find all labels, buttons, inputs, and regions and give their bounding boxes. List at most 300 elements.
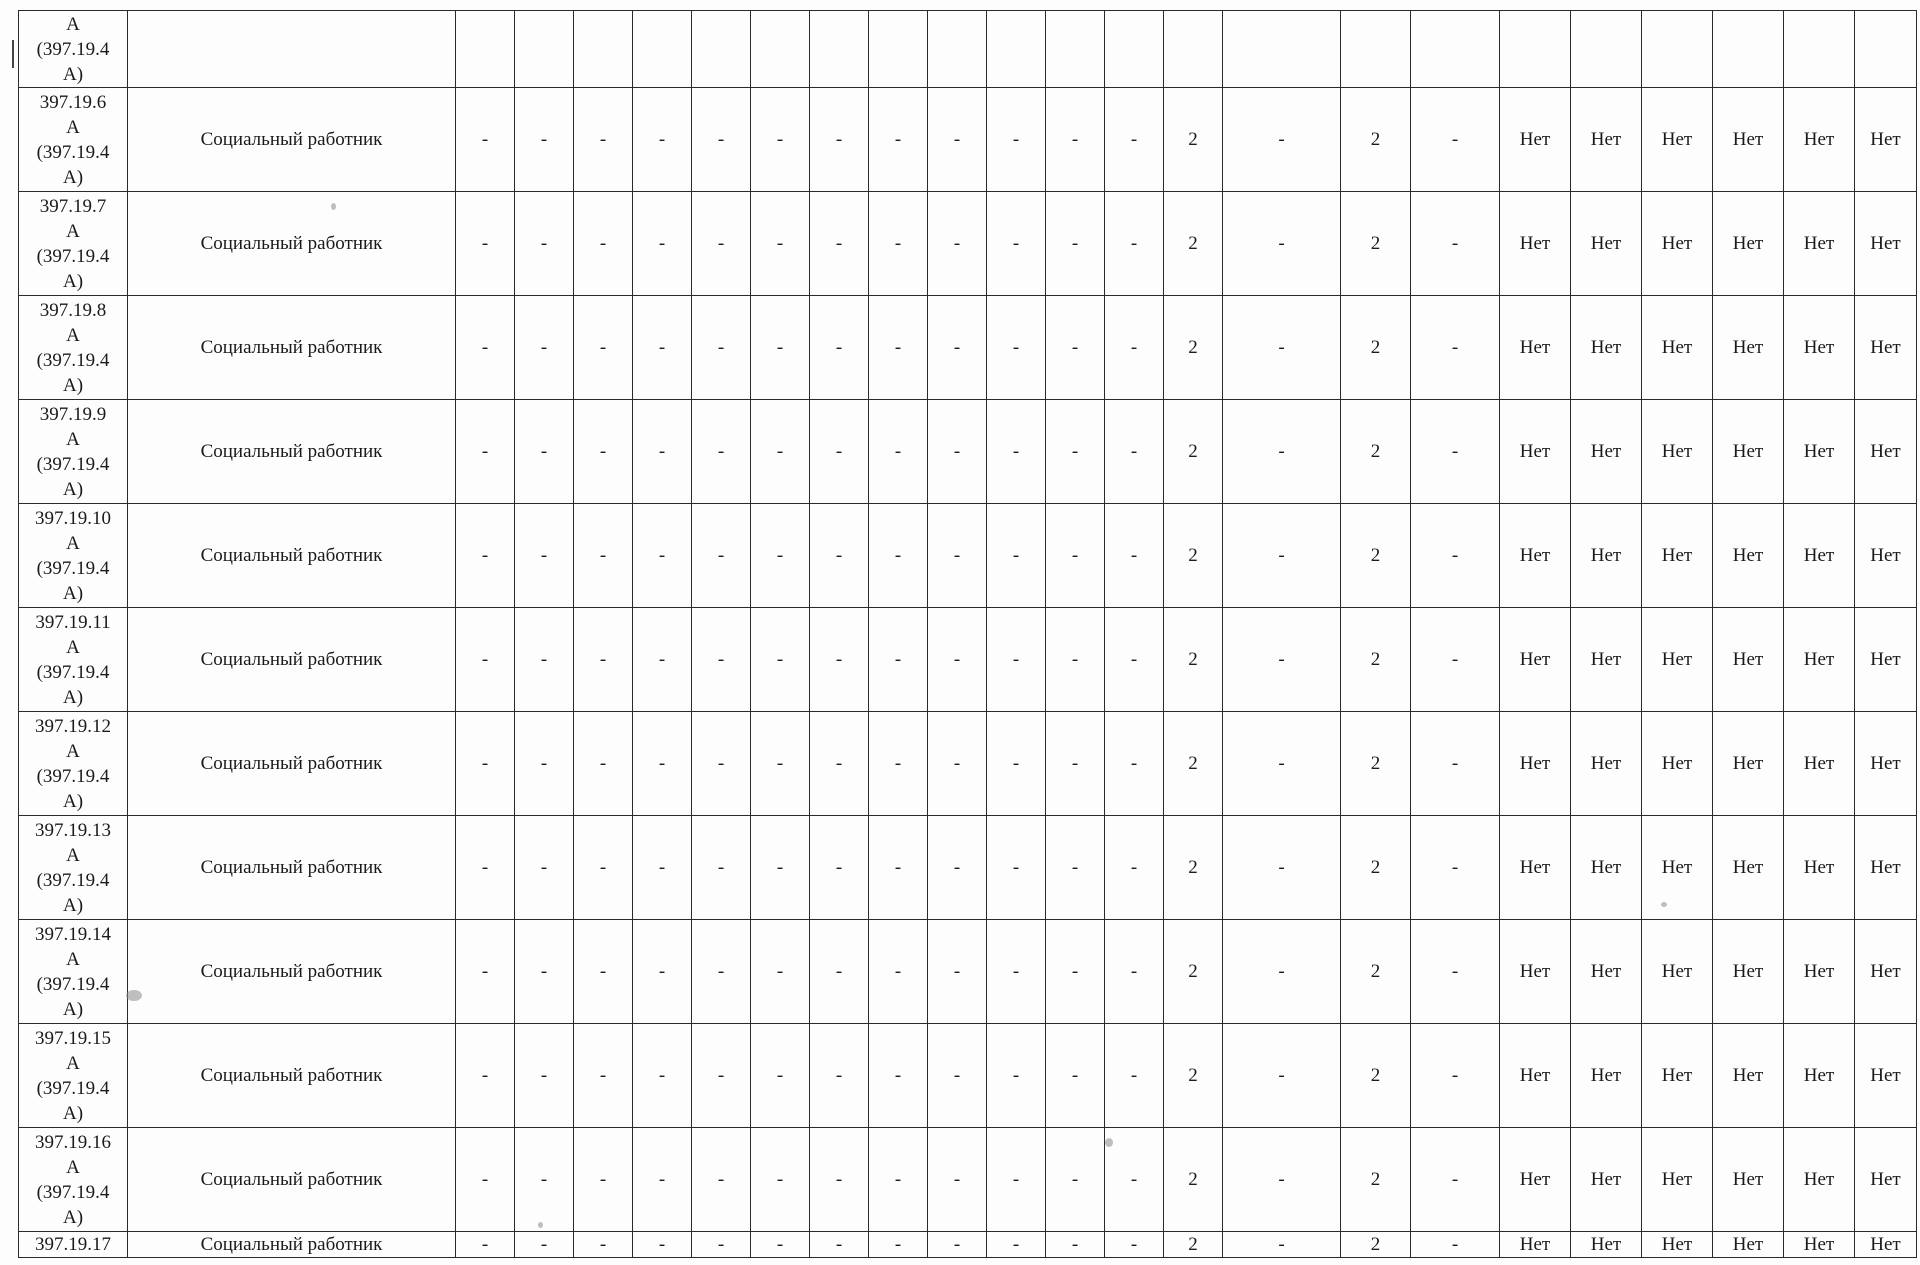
table-row (19, 920, 1917, 1024)
dash-b-cell: - (1411, 712, 1500, 816)
dash-b-cell: - (1411, 816, 1500, 920)
code-line: А (66, 220, 80, 242)
code-line: 397.19.15 (35, 1027, 111, 1049)
dash-a-cell: - (1223, 88, 1341, 192)
empty-cell (1855, 11, 1917, 88)
code-line: А (66, 740, 80, 762)
code-cell (19, 400, 128, 504)
empty-cell (1223, 11, 1341, 88)
code-line: А) (62, 790, 84, 812)
dash-cell: - (987, 1128, 1046, 1232)
dash-a-cell: - (1223, 712, 1341, 816)
dash-cell: - (633, 88, 692, 192)
code-cell (19, 1232, 128, 1258)
value-b-cell: 2 (1341, 1128, 1411, 1232)
table-row (19, 296, 1917, 400)
dash-cell: - (515, 1232, 574, 1258)
dash-cell: - (1105, 1024, 1164, 1128)
role-cell: Социальный работник (128, 192, 456, 296)
dash-cell: - (456, 1232, 515, 1258)
empty-cell (633, 11, 692, 88)
dash-cell: - (928, 88, 987, 192)
code-line: (397.19.4 (36, 1181, 110, 1203)
dash-a-cell: - (1223, 400, 1341, 504)
code-cell (19, 504, 128, 608)
code-line: А) (62, 582, 84, 604)
dash-cell: - (928, 504, 987, 608)
flag-cell: Нет (1571, 192, 1642, 296)
flag-cell: Нет (1713, 608, 1784, 712)
dash-cell: - (515, 504, 574, 608)
empty-cell (987, 11, 1046, 88)
flag-cell: Нет (1713, 1232, 1784, 1258)
flag-cell: Нет (1500, 1024, 1571, 1128)
dash-a-cell: - (1223, 608, 1341, 712)
empty-cell (1571, 11, 1642, 88)
empty-cell (692, 11, 751, 88)
flag-cell: Нет (1855, 1232, 1917, 1258)
dash-cell: - (928, 816, 987, 920)
dash-cell: - (810, 400, 869, 504)
empty-cell (515, 11, 574, 88)
dash-cell: - (692, 400, 751, 504)
code-cell (19, 11, 128, 88)
dash-cell: - (1046, 608, 1105, 712)
dash-cell: - (633, 608, 692, 712)
sout-results-table (18, 10, 1917, 1258)
dash-cell: - (456, 504, 515, 608)
value-b-cell: 2 (1341, 712, 1411, 816)
value-b-cell: 2 (1341, 400, 1411, 504)
dash-cell: - (987, 1024, 1046, 1128)
dash-cell: - (987, 192, 1046, 296)
code-line: (397.19.4 (36, 1077, 110, 1099)
dash-cell: - (515, 1128, 574, 1232)
flag-cell: Нет (1500, 816, 1571, 920)
dash-cell: - (751, 816, 810, 920)
dash-cell: - (810, 712, 869, 816)
flag-cell: Нет (1571, 504, 1642, 608)
table-row (19, 400, 1917, 504)
dash-cell: - (1105, 400, 1164, 504)
dash-cell: - (810, 1128, 869, 1232)
table-row (19, 192, 1917, 296)
flag-cell: Нет (1642, 1128, 1713, 1232)
dash-cell: - (456, 296, 515, 400)
empty-cell (574, 11, 633, 88)
empty-cell (869, 11, 928, 88)
dash-cell: - (574, 192, 633, 296)
dash-cell: - (692, 816, 751, 920)
dash-cell: - (515, 712, 574, 816)
scan-smudge (1661, 902, 1667, 907)
dash-cell: - (751, 608, 810, 712)
flag-cell: Нет (1642, 88, 1713, 192)
value-a-cell: 2 (1164, 712, 1223, 816)
flag-cell: Нет (1855, 296, 1917, 400)
dash-cell: - (633, 1232, 692, 1258)
dash-cell: - (869, 608, 928, 712)
flag-cell: Нет (1571, 296, 1642, 400)
value-a-cell: 2 (1164, 400, 1223, 504)
dash-b-cell: - (1411, 1128, 1500, 1232)
dash-cell: - (515, 296, 574, 400)
scan-smudge (331, 203, 336, 210)
flag-cell: Нет (1855, 1024, 1917, 1128)
dash-cell: - (1046, 1232, 1105, 1258)
flag-cell: Нет (1784, 816, 1855, 920)
code-cell (19, 296, 128, 400)
flag-cell: Нет (1713, 1024, 1784, 1128)
value-a-cell: 2 (1164, 1024, 1223, 1128)
flag-cell: Нет (1784, 400, 1855, 504)
flag-cell: Нет (1500, 1232, 1571, 1258)
flag-cell: Нет (1571, 1232, 1642, 1258)
flag-cell: Нет (1713, 920, 1784, 1024)
value-b-cell: 2 (1341, 296, 1411, 400)
code-line: (397.19.4 (36, 557, 110, 579)
dash-b-cell: - (1411, 504, 1500, 608)
dash-a-cell: - (1223, 296, 1341, 400)
dash-cell: - (869, 1232, 928, 1258)
code-line: (397.19.4 (36, 141, 110, 163)
dash-cell: - (456, 88, 515, 192)
dash-a-cell: - (1223, 1024, 1341, 1128)
dash-cell: - (1046, 920, 1105, 1024)
value-b-cell: 2 (1341, 192, 1411, 296)
dash-cell: - (1105, 88, 1164, 192)
flag-cell: Нет (1500, 712, 1571, 816)
dash-a-cell: - (1223, 1128, 1341, 1232)
empty-cell (1164, 11, 1223, 88)
empty-cell (1046, 11, 1105, 88)
dash-cell: - (692, 192, 751, 296)
code-line: А) (62, 686, 84, 708)
code-line: А) (62, 1206, 84, 1228)
flag-cell: Нет (1500, 88, 1571, 192)
flag-cell: Нет (1784, 88, 1855, 192)
dash-cell: - (515, 192, 574, 296)
table-row (19, 11, 1917, 88)
dash-cell: - (692, 920, 751, 1024)
dash-cell: - (574, 1024, 633, 1128)
flag-cell: Нет (1642, 296, 1713, 400)
flag-cell: Нет (1855, 400, 1917, 504)
dash-cell: - (751, 88, 810, 192)
flag-cell: Нет (1571, 400, 1642, 504)
flag-cell: Нет (1713, 400, 1784, 504)
dash-cell: - (574, 1128, 633, 1232)
code-line: (397.19.4 (36, 453, 110, 475)
role-cell: Социальный работник (128, 400, 456, 504)
code-line: (397.19.4 (36, 869, 110, 891)
table-body (19, 11, 1917, 1258)
code-line: 397.19.17 (35, 1234, 111, 1255)
flag-cell: Нет (1855, 192, 1917, 296)
flag-cell: Нет (1500, 192, 1571, 296)
value-a-cell: 2 (1164, 296, 1223, 400)
dash-cell: - (928, 1128, 987, 1232)
code-line: А (66, 13, 80, 35)
flag-cell: Нет (1642, 504, 1713, 608)
value-b-cell: 2 (1341, 816, 1411, 920)
flag-cell: Нет (1784, 1232, 1855, 1258)
flag-cell: Нет (1713, 88, 1784, 192)
flag-cell: Нет (1642, 608, 1713, 712)
dash-a-cell: - (1223, 504, 1341, 608)
dash-cell: - (1046, 400, 1105, 504)
dash-cell: - (515, 816, 574, 920)
flag-cell: Нет (1784, 920, 1855, 1024)
dash-cell: - (810, 816, 869, 920)
dash-cell: - (928, 712, 987, 816)
dash-cell: - (751, 296, 810, 400)
flag-cell: Нет (1500, 400, 1571, 504)
dash-cell: - (1105, 816, 1164, 920)
flag-cell: Нет (1784, 1128, 1855, 1232)
table-row (19, 608, 1917, 712)
code-cell (19, 1024, 128, 1128)
code-cell (19, 816, 128, 920)
dash-cell: - (456, 712, 515, 816)
code-cell (19, 920, 128, 1024)
dash-cell: - (515, 88, 574, 192)
dash-cell: - (928, 400, 987, 504)
scan-smudge (538, 1222, 543, 1228)
flag-cell: Нет (1642, 712, 1713, 816)
role-cell: Социальный работник (128, 88, 456, 192)
dash-cell: - (987, 504, 1046, 608)
code-line: (397.19.4 (36, 765, 110, 787)
empty-cell (1642, 11, 1713, 88)
empty-cell (751, 11, 810, 88)
role-cell: Социальный работник (128, 816, 456, 920)
code-line: (397.19.4 (36, 245, 110, 267)
flag-cell: Нет (1713, 816, 1784, 920)
dash-cell: - (456, 192, 515, 296)
code-line: А) (62, 998, 84, 1020)
dash-cell: - (456, 1024, 515, 1128)
flag-cell: Нет (1571, 712, 1642, 816)
code-line: 397.19.13 (35, 819, 111, 841)
dash-cell: - (1105, 608, 1164, 712)
dash-a-cell: - (1223, 1232, 1341, 1258)
dash-b-cell: - (1411, 296, 1500, 400)
code-line: А (66, 636, 80, 658)
dash-cell: - (515, 1024, 574, 1128)
dash-cell: - (633, 712, 692, 816)
role-cell: Социальный работник (128, 1024, 456, 1128)
role-cell: Социальный работник (128, 920, 456, 1024)
dash-cell: - (869, 1128, 928, 1232)
table-row (19, 816, 1917, 920)
dash-cell: - (928, 1232, 987, 1258)
dash-cell: - (987, 712, 1046, 816)
flag-cell: Нет (1784, 296, 1855, 400)
dash-cell: - (987, 608, 1046, 712)
dash-cell: - (574, 504, 633, 608)
value-a-cell: 2 (1164, 192, 1223, 296)
dash-cell: - (515, 608, 574, 712)
dash-cell: - (692, 296, 751, 400)
dash-cell: - (810, 504, 869, 608)
dash-cell: - (751, 712, 810, 816)
flag-cell: Нет (1784, 504, 1855, 608)
flag-cell: Нет (1571, 608, 1642, 712)
flag-cell: Нет (1642, 920, 1713, 1024)
dash-cell: - (692, 1024, 751, 1128)
dash-cell: - (456, 400, 515, 504)
dash-cell: - (928, 920, 987, 1024)
dash-cell: - (869, 400, 928, 504)
code-line: 397.19.9 (39, 403, 107, 425)
flag-cell: Нет (1571, 88, 1642, 192)
code-line: А) (62, 270, 84, 292)
code-cell (19, 608, 128, 712)
dash-cell: - (987, 88, 1046, 192)
value-b-cell: 2 (1341, 504, 1411, 608)
dash-cell: - (1046, 816, 1105, 920)
code-line: (397.19.4 (36, 349, 110, 371)
code-line: А (66, 1052, 80, 1074)
flag-cell: Нет (1855, 920, 1917, 1024)
code-line: А (66, 532, 80, 554)
dash-b-cell: - (1411, 608, 1500, 712)
dash-cell: - (751, 504, 810, 608)
dash-b-cell: - (1411, 88, 1500, 192)
dash-cell: - (1105, 504, 1164, 608)
code-line: А (66, 324, 80, 346)
code-line: А (66, 1156, 80, 1178)
dash-cell: - (574, 816, 633, 920)
table-row (19, 1232, 1917, 1258)
dash-cell: - (751, 400, 810, 504)
code-cell (19, 192, 128, 296)
code-line: 397.19.7 (39, 195, 107, 217)
flag-cell: Нет (1571, 816, 1642, 920)
dash-cell: - (574, 400, 633, 504)
flag-cell: Нет (1500, 608, 1571, 712)
dash-cell: - (574, 296, 633, 400)
flag-cell: Нет (1571, 920, 1642, 1024)
dash-cell: - (692, 88, 751, 192)
scan-smudge (126, 990, 142, 1001)
code-line: 397.19.6 (39, 91, 107, 113)
empty-cell (1500, 11, 1571, 88)
dash-cell: - (1105, 920, 1164, 1024)
flag-cell: Нет (1855, 712, 1917, 816)
flag-cell: Нет (1713, 192, 1784, 296)
dash-cell: - (810, 1024, 869, 1128)
code-line: А) (62, 63, 84, 85)
code-line: А) (62, 478, 84, 500)
dash-cell: - (869, 920, 928, 1024)
dash-cell: - (987, 296, 1046, 400)
scan-smudge (1105, 1138, 1113, 1147)
dash-cell: - (869, 296, 928, 400)
dash-b-cell: - (1411, 920, 1500, 1024)
code-line: (397.19.4 (36, 973, 110, 995)
code-line: А (66, 844, 80, 866)
dash-cell: - (1046, 504, 1105, 608)
dash-cell: - (1105, 192, 1164, 296)
dash-cell: - (633, 1024, 692, 1128)
flag-cell: Нет (1642, 192, 1713, 296)
dash-cell: - (1046, 296, 1105, 400)
dash-cell: - (810, 192, 869, 296)
code-line: 397.19.16 (35, 1131, 111, 1153)
table-row (19, 1024, 1917, 1128)
dash-cell: - (928, 608, 987, 712)
dash-cell: - (633, 504, 692, 608)
dash-cell: - (574, 712, 633, 816)
dash-cell: - (1105, 296, 1164, 400)
flag-cell: Нет (1713, 296, 1784, 400)
dash-cell: - (987, 1232, 1046, 1258)
code-line: А (66, 428, 80, 450)
role-cell: Социальный работник (128, 712, 456, 816)
dash-cell: - (1046, 712, 1105, 816)
dash-cell: - (574, 88, 633, 192)
value-a-cell: 2 (1164, 608, 1223, 712)
role-cell: Социальный работник (128, 1232, 456, 1258)
flag-cell: Нет (1642, 1024, 1713, 1128)
value-a-cell: 2 (1164, 816, 1223, 920)
dash-cell: - (869, 88, 928, 192)
role-cell: Социальный работник (128, 296, 456, 400)
value-b-cell: 2 (1341, 1024, 1411, 1128)
dash-cell: - (633, 400, 692, 504)
dash-a-cell: - (1223, 192, 1341, 296)
dash-cell: - (928, 296, 987, 400)
dash-cell: - (692, 608, 751, 712)
dash-cell: - (574, 1232, 633, 1258)
flag-cell: Нет (1500, 1128, 1571, 1232)
dash-b-cell: - (1411, 1024, 1500, 1128)
empty-cell (1105, 11, 1164, 88)
dash-cell: - (456, 1128, 515, 1232)
dash-cell: - (928, 192, 987, 296)
flag-cell: Нет (1642, 1232, 1713, 1258)
code-line: А) (62, 1102, 84, 1124)
dash-cell: - (987, 920, 1046, 1024)
empty-cell (928, 11, 987, 88)
dash-cell: - (456, 920, 515, 1024)
dash-cell: - (456, 816, 515, 920)
dash-cell: - (810, 608, 869, 712)
dash-cell: - (751, 1128, 810, 1232)
value-a-cell: 2 (1164, 504, 1223, 608)
empty-cell (1341, 11, 1411, 88)
dash-cell: - (1105, 712, 1164, 816)
dash-cell: - (633, 296, 692, 400)
code-line: (397.19.4 (36, 661, 110, 683)
dash-cell: - (1046, 1024, 1105, 1128)
dash-cell: - (869, 712, 928, 816)
empty-cell (1713, 11, 1784, 88)
value-b-cell: 2 (1341, 1232, 1411, 1258)
dash-cell: - (633, 816, 692, 920)
code-cell (19, 88, 128, 192)
empty-cell (1411, 11, 1500, 88)
dash-cell: - (751, 192, 810, 296)
table-row (19, 712, 1917, 816)
dash-b-cell: - (1411, 400, 1500, 504)
flag-cell: Нет (1855, 816, 1917, 920)
dash-cell: - (810, 1232, 869, 1258)
code-line: А) (62, 374, 84, 396)
dash-cell: - (987, 816, 1046, 920)
